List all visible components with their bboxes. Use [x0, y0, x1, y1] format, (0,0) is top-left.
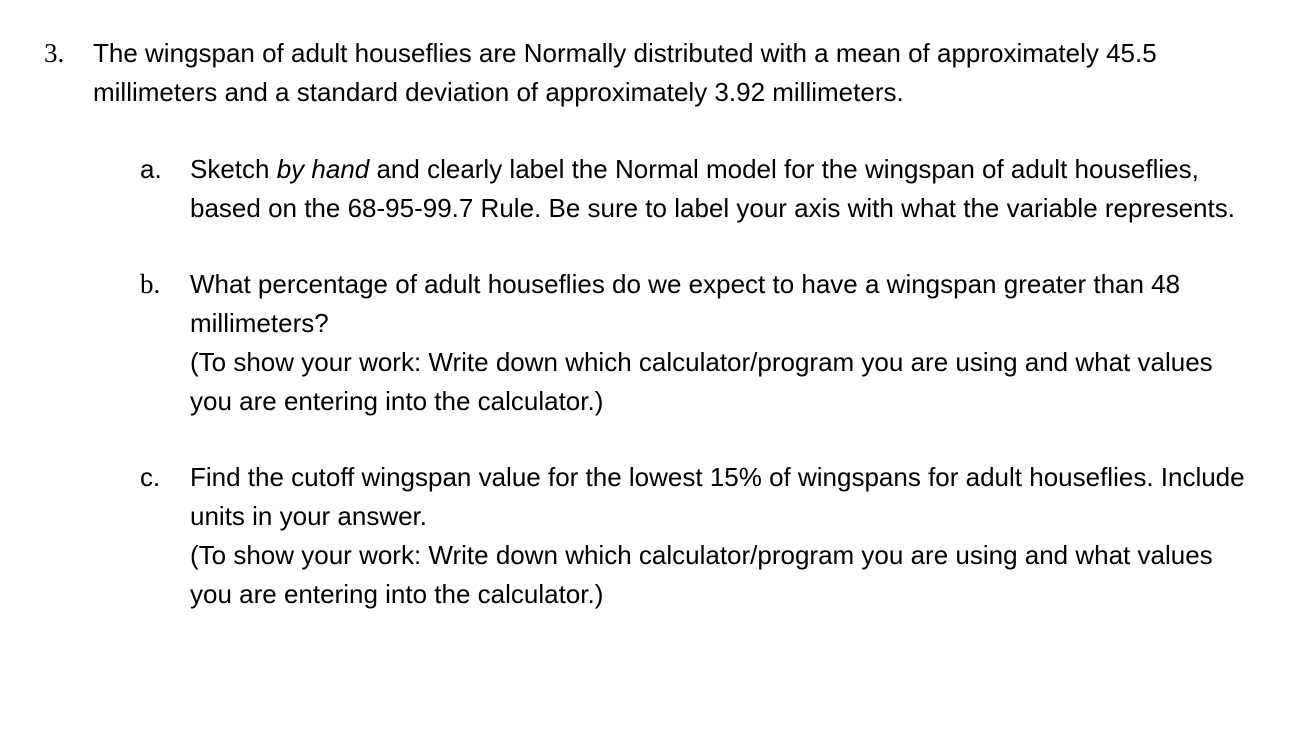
part-b-label: b.	[140, 269, 161, 299]
part-b	[140, 265, 1250, 421]
part-b-instruction: (To show your work: Write down which calculator/program you are using and what values you are entering into the calculator.)	[190, 347, 1213, 416]
part-a-text-before: Sketch	[190, 154, 277, 184]
part-c-label: c.	[140, 462, 161, 492]
question-number: 3.	[44, 38, 65, 68]
question-header	[44, 34, 1274, 112]
question-text: The wingspan of adult houseflies are Normally distributed with a mean of approximately 45.5 millimeters and a standard deviation of approximately 3.92 millimeters.	[93, 38, 1157, 107]
part-b-body	[190, 265, 1250, 421]
part-a-text-after: and clearly label the Normal model for the wingspan of adult houseflies, based on the 68-95-99.7 Rule. Be sure to label your axis with what the variable represents.	[190, 154, 1235, 223]
question-parts	[140, 150, 1250, 651]
question-3	[44, 34, 1274, 112]
part-a-emphasis: by hand	[276, 154, 370, 184]
part-a-body	[190, 150, 1250, 228]
part-c	[140, 458, 1250, 614]
part-b-question: What percentage of adult houseflies do we expect to have a wingspan greater than 48 millimeters?	[190, 269, 1181, 338]
part-c-body	[190, 458, 1250, 614]
part-a-text	[190, 150, 1250, 228]
part-c-instruction: (To show your work: Write down which calculator/program you are using and what values you are entering into the calculator.)	[190, 540, 1213, 609]
part-a	[140, 150, 1250, 228]
part-a-label: a.	[140, 154, 162, 184]
part-c-question: Find the cutoff wingspan value for the lowest 15% of wingspans for adult houseflies. Include units in your answer.	[190, 462, 1245, 531]
